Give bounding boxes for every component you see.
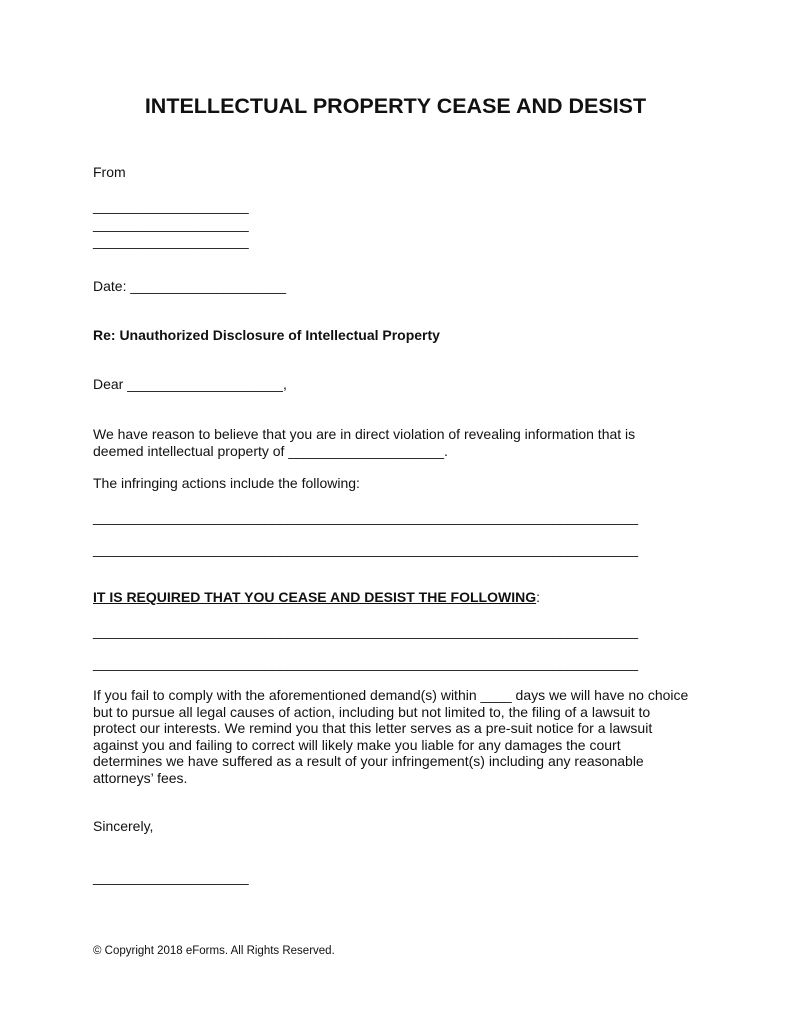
required-heading: IT IS REQUIRED THAT YOU CEASE AND DESIST THE FOLLOWING — [93, 589, 537, 605]
infringing-line-1: ______________________________________________________________________ — [93, 509, 639, 525]
document-title: INTELLECTUAL PROPERTY CEASE AND DESIST — [144, 94, 647, 118]
date-line: Date: ____________________ — [93, 278, 287, 294]
required-heading-colon: : — [536, 589, 540, 605]
closing: Sincerely, — [93, 818, 154, 834]
from-line-3: ____________________ — [93, 233, 249, 249]
required-line-2: ______________________________________________________________________ — [93, 655, 639, 671]
required-line-1: ______________________________________________________________________ — [93, 623, 639, 639]
infringing-intro: The infringing actions include the following: — [93, 475, 360, 491]
subject-line: Re: Unauthorized Disclosure of Intellectual Property — [93, 327, 440, 343]
infringing-line-2: ______________________________________________________________________ — [93, 541, 639, 557]
consequence-paragraph: If you fail to comply with the aforementioned demand(s) within ____ days we will have no choice but to pursue all legal causes of action, including but not limited to, the filing of a lawsuit to protect our interests. We remind you that this letter serves as a pre-suit notice for a lawsuit against you and failing to correct will likely make you liable for any damages the court determines we have suffered as a result of your infringement(s) including any reasonable attorneys’ fees. — [93, 687, 689, 786]
from-line-1: ____________________ — [93, 198, 249, 214]
copyright-footer: © Copyright 2018 eForms. All Rights Reserved. — [93, 945, 335, 957]
signature-line: ____________________ — [93, 869, 249, 885]
from-line-2: ____________________ — [93, 216, 249, 232]
from-label: From — [93, 164, 126, 180]
salutation: Dear ____________________, — [93, 376, 287, 392]
violation-paragraph: We have reason to believe that you are in direct violation of revealing information that is deemed intellectual property of ____________________. — [93, 426, 636, 459]
required-heading-block — [93, 589, 540, 605]
